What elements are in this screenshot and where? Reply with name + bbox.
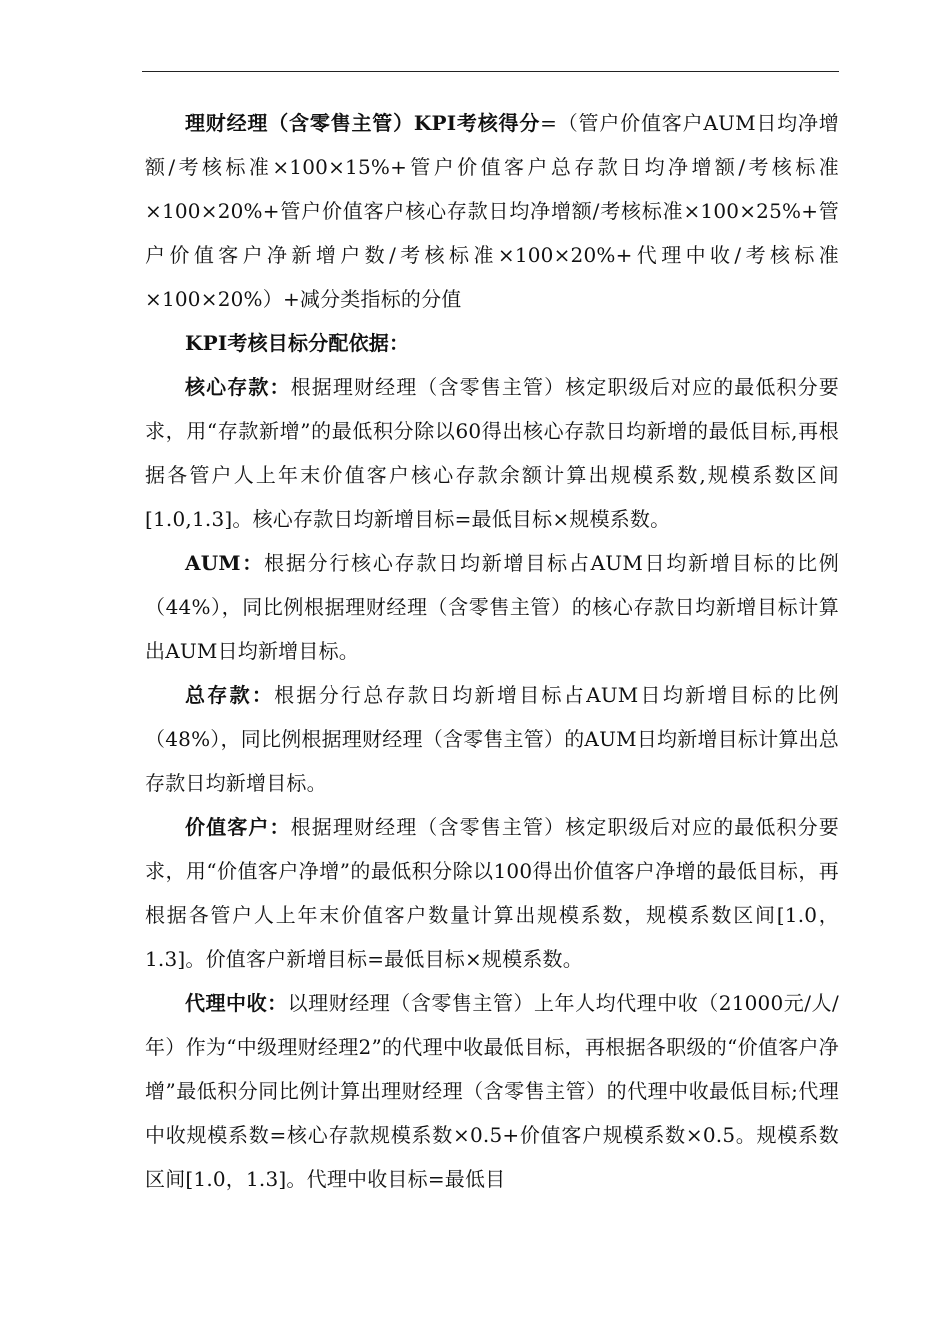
header-rule: [142, 71, 839, 72]
core-deposit-paragraph: [145, 365, 839, 541]
kpi-formula-heading: 理财经理（含零售主管）KPI考核得分: [185, 111, 541, 135]
value-customer-paragraph: [145, 805, 839, 981]
total-deposit-text: 根据分行总存款日均新增目标占AUM日均新增目标的比例（48%），同比例根据理财经理（含零售主管）的AUM日均新增目标计算出总存款日均新增目标。: [145, 683, 839, 795]
total-deposit-paragraph: [145, 673, 839, 805]
agency-income-heading: 代理中收：: [185, 991, 288, 1015]
aum-heading: AUM：: [185, 551, 265, 575]
target-basis-paragraph: [145, 321, 839, 365]
agency-income-paragraph: [145, 981, 839, 1201]
core-deposit-text: 根据理财经理（含零售主管）核定职级后对应的最低积分要求，用“存款新增”的最低积分除以60得出核心存款日均新增的最低目标,再根据各管户人上年末价值客户核心存款余额计算出规模系数,规模系数区间[1.0,1.3]。核心存款日均新增目标=最低目标×规模系数。: [145, 375, 840, 531]
document-body: [145, 101, 839, 1201]
kpi-formula-paragraph: [145, 101, 839, 321]
aum-paragraph: [145, 541, 839, 673]
value-customer-heading: 价值客户：: [185, 815, 291, 839]
aum-text: 根据分行核心存款日均新增目标占AUM日均新增目标的比例（44%），同比例根据理财经理（含零售主管）的核心存款日均新增目标计算出AUM日均新增目标。: [145, 551, 839, 663]
kpi-formula-text: =（管户价值客户AUM日均净增额/考核标准×100×15%+管户价值客户总存款日均净增额/考核标准×100×20%+管户价值客户核心存款日均净增额/考核标准×100×25%+管户价值客户净新增户数/考核标准×100×20%+代理中收/考核标准×100×20%）+减分类指标的分值: [145, 111, 839, 311]
value-customer-text: 根据理财经理（含零售主管）核定职级后对应的最低积分要求，用“价值客户净增”的最低积分除以100得出价值客户净增的最低目标，再根据各管户人上年末价值客户数量计算出规模系数，规模系数区间[1.0，1.3]。价值客户新增目标=最低目标×规模系数。: [145, 815, 840, 971]
target-basis-heading: KPI考核目标分配依据：: [185, 331, 410, 355]
agency-income-text: 以理财经理（含零售主管）上年人均代理中收（21000元/人/年）作为“中级理财经理2”的代理中收最低目标，再根据各职级的“价值客户净增”最低积分同比例计算出理财经理（含零售主管）的代理中收最低目标;代理中收规模系数=核心存款规模系数×0.5+价值客户规模系数×0.5。规模系数区间[1.0，1.3]。代理中收目标=最低目: [145, 991, 839, 1191]
total-deposit-heading: 总存款：: [185, 683, 275, 707]
core-deposit-heading: 核心存款：: [185, 375, 291, 399]
